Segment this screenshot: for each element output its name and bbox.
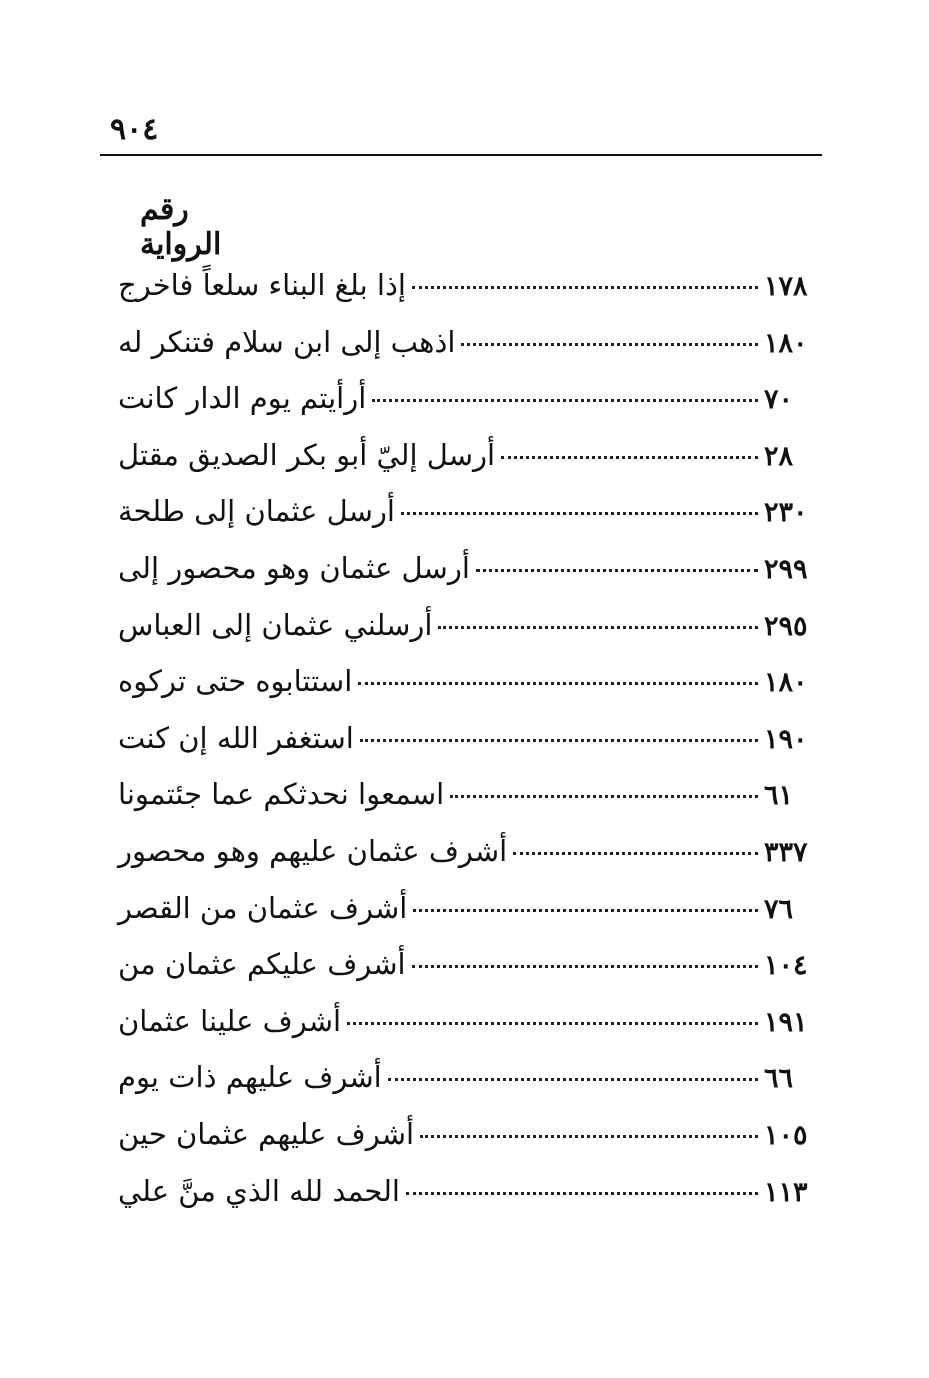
entry-text: أرسل عثمان وهو محصور إلى bbox=[118, 550, 470, 585]
index-row bbox=[118, 608, 828, 665]
leader-dots bbox=[347, 1022, 758, 1025]
narration-number: ١١٣ bbox=[764, 1176, 808, 1208]
index-row bbox=[118, 947, 828, 1004]
narration-number: ٧٦ bbox=[764, 893, 794, 925]
index-row bbox=[118, 834, 828, 891]
leader-dots bbox=[406, 1192, 758, 1195]
narration-number: ١٠٥ bbox=[764, 1119, 808, 1151]
entry-text: استتابوه حتى تركوه bbox=[118, 664, 353, 699]
index-row bbox=[118, 325, 828, 382]
index-row bbox=[118, 664, 828, 721]
leader-dots bbox=[401, 512, 758, 515]
index-row bbox=[118, 1060, 828, 1117]
narration-number: ١٨٠ bbox=[764, 327, 808, 359]
leader-dots bbox=[412, 286, 758, 289]
leader-dots bbox=[372, 399, 758, 402]
entry-text: استغفر الله إن كنت bbox=[118, 720, 354, 755]
entry-text: أرسلني عثمان إلى العباس bbox=[118, 607, 433, 642]
leader-dots bbox=[450, 795, 758, 798]
narration-number: ١٨٠ bbox=[764, 667, 808, 699]
entry-text: الحمد لله الذي منَّ علي bbox=[118, 1173, 400, 1208]
leader-dots bbox=[438, 626, 758, 629]
entry-text: أشرف عليهم ذات يوم bbox=[118, 1060, 382, 1095]
header-rule bbox=[100, 154, 822, 156]
index-row bbox=[118, 268, 828, 325]
narration-number: ٢٣٠ bbox=[764, 497, 808, 529]
entry-text: أشرف عليهم عثمان حين bbox=[118, 1116, 415, 1151]
index-row bbox=[118, 777, 828, 834]
index-row bbox=[118, 381, 828, 438]
page-number: ٩٠٤ bbox=[110, 112, 159, 147]
leader-dots bbox=[501, 456, 758, 459]
narration-number: ١٧٨ bbox=[764, 271, 808, 302]
index-row bbox=[118, 551, 828, 608]
index-row bbox=[118, 1004, 828, 1061]
index-row bbox=[118, 494, 828, 551]
narration-number: ٦٦ bbox=[764, 1063, 794, 1095]
narration-number: ٢٩٩ bbox=[764, 553, 808, 585]
leader-dots bbox=[420, 1135, 758, 1138]
column-heading: رقم الرواية bbox=[140, 192, 222, 262]
index-row bbox=[118, 1117, 828, 1174]
entry-text: أشرف عليكم عثمان من bbox=[118, 947, 406, 982]
entry-text: أرسل عثمان إلى طلحة bbox=[118, 494, 395, 529]
entry-text: أشرف عثمان عليهم وهو محصور bbox=[118, 833, 508, 868]
leader-dots bbox=[358, 682, 758, 685]
index-row bbox=[118, 891, 828, 948]
entry-text: أرسل إليّ أبو بكر الصديق مقتل bbox=[118, 437, 496, 472]
leader-dots bbox=[412, 965, 758, 968]
narration-number: ١٩٠ bbox=[764, 723, 808, 755]
leader-dots bbox=[388, 1078, 758, 1081]
narration-number: ٣٣٧ bbox=[764, 836, 808, 868]
leader-dots bbox=[513, 852, 758, 855]
narration-number: ١٠٤ bbox=[764, 950, 808, 982]
leader-dots bbox=[461, 343, 758, 346]
leader-dots bbox=[360, 739, 758, 742]
narration-number: ٢٩٥ bbox=[764, 610, 808, 642]
narration-number: ١٩١ bbox=[764, 1006, 808, 1038]
index-list bbox=[118, 268, 828, 1230]
entry-text: اذهب إلى ابن سلام فتنكر له bbox=[118, 324, 456, 359]
entry-text: أشرف علينا عثمان bbox=[118, 1003, 342, 1038]
narration-number: ٢٨ bbox=[764, 440, 794, 472]
index-row bbox=[118, 1174, 828, 1231]
narration-number: ٧٠ bbox=[764, 384, 794, 416]
narration-number: ٦١ bbox=[764, 780, 794, 812]
leader-dots bbox=[476, 569, 758, 572]
entry-text: أشرف عثمان من القصر bbox=[118, 890, 408, 925]
index-row bbox=[118, 438, 828, 495]
entry-text: أرأيتم يوم الدار كانت bbox=[118, 381, 367, 416]
index-row bbox=[118, 721, 828, 778]
entry-text: اسمعوا نحدثكم عما جئتمونا bbox=[118, 777, 445, 812]
entry-text: إذا بلغ البناء سلعاً فاخرج bbox=[118, 268, 406, 302]
leader-dots bbox=[413, 909, 758, 912]
